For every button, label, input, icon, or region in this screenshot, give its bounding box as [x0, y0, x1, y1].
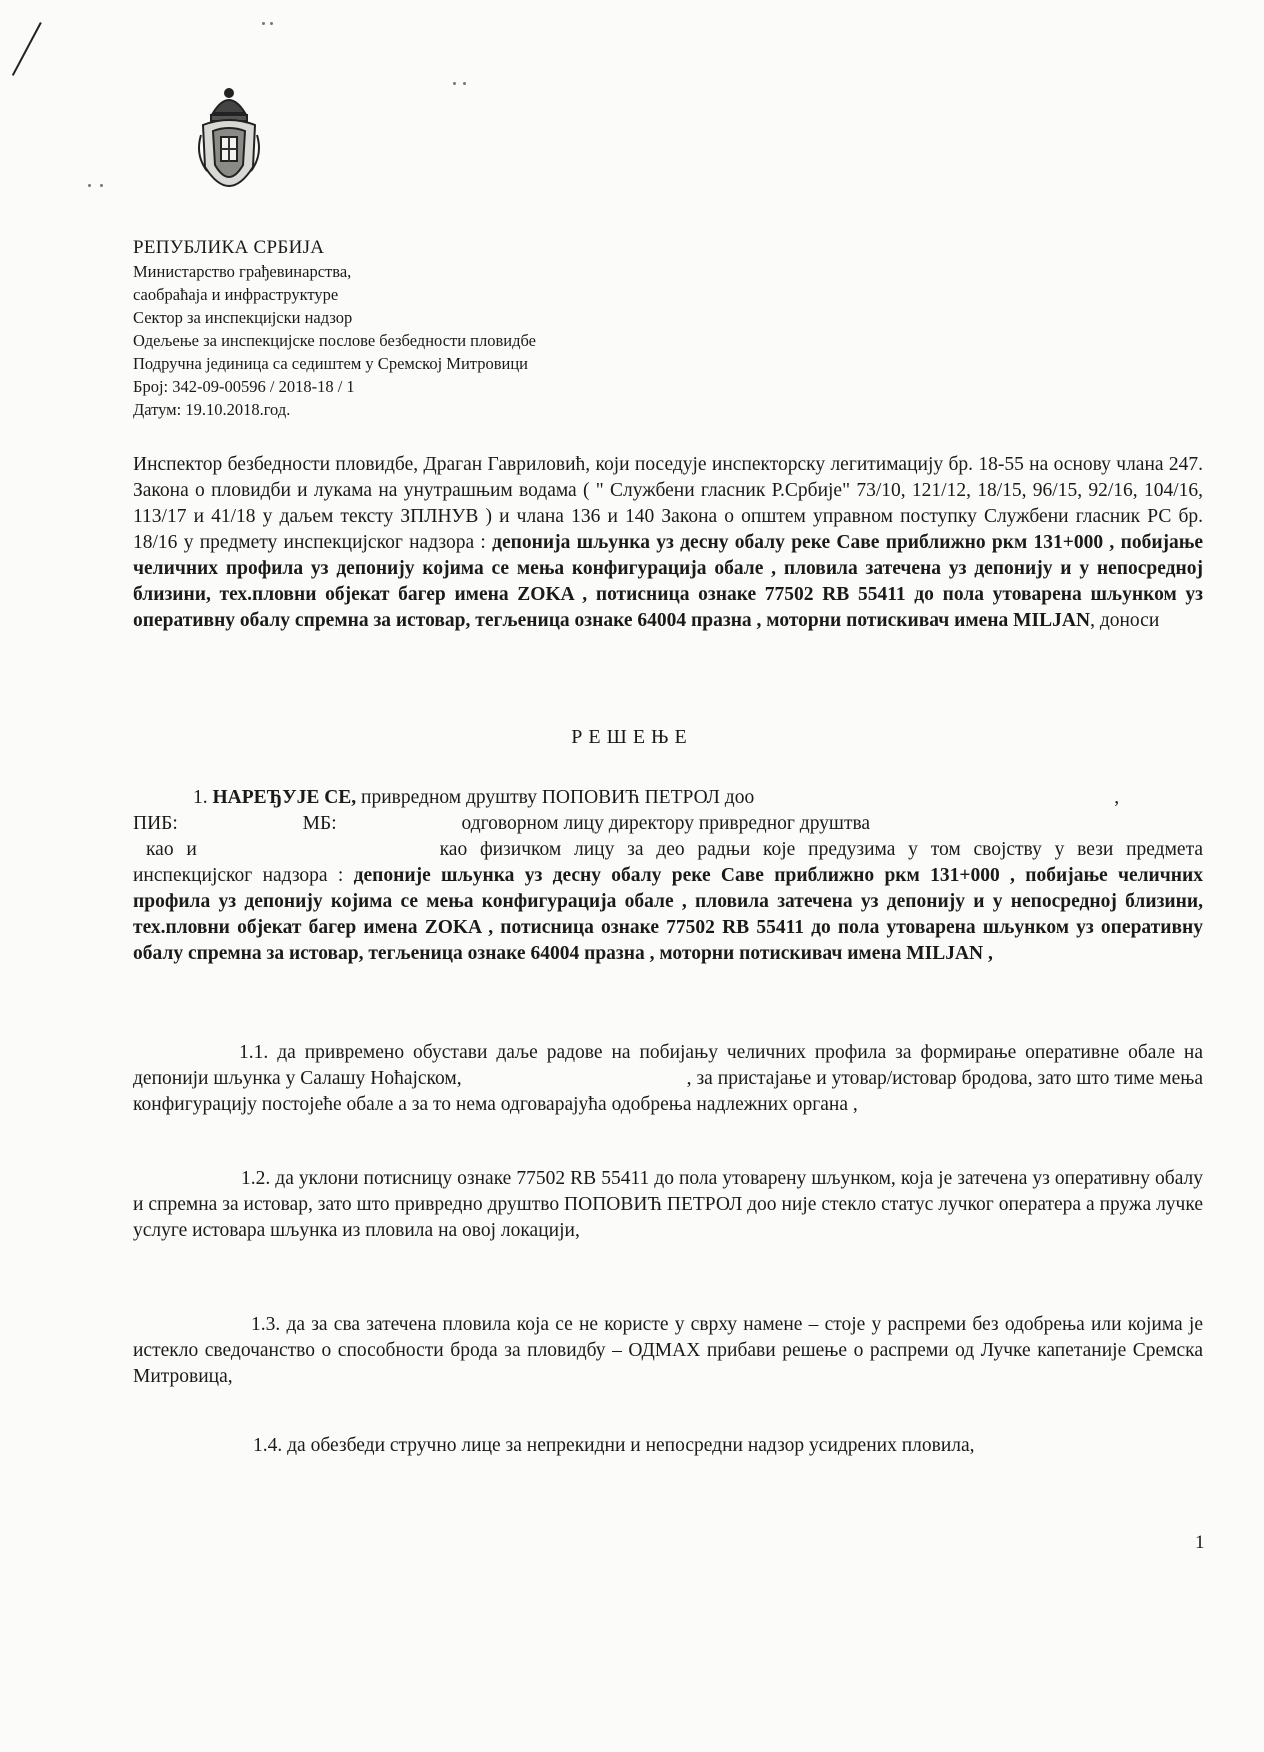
mb-label: МБ: [302, 813, 337, 834]
country-name: РЕПУБЛИКА СРБИЈА [133, 237, 325, 258]
ministry-line: саобраћаја и инфраструктуре [133, 285, 339, 304]
natural-person-text: као физичком лицу за део радњи које предузима у том својству у вези предмета инспекцијског надзора : [133, 839, 1203, 886]
item-number: 1. [193, 787, 208, 808]
sub-item-number: 1.2. [241, 1168, 271, 1189]
sub-item-1-3 [133, 1312, 1203, 1390]
letterhead [133, 236, 833, 421]
document-date: Датум: 19.10.2018.год. [133, 400, 291, 419]
sub-item-text: да за сва затечена пловила која се не користе у сврху намене – стоје у распреми без одобрења или којима је истекло сведочанство о способности брода за пловидбу – ОДМАХ прибави решење о распреми од Лучке капетаније Сремска Митровица, [133, 1314, 1203, 1387]
scan-speck [100, 184, 103, 187]
coat-of-arms-icon [193, 85, 265, 209]
scan-speck [453, 82, 456, 85]
sub-item-1-4 [133, 1433, 1203, 1459]
scan-speck [270, 22, 273, 25]
decision-title: РЕШЕЊЕ [571, 726, 693, 748]
page-number: 1 [1195, 1532, 1205, 1553]
comma: , [1114, 787, 1120, 808]
sub-item-1-1 [133, 1040, 1203, 1118]
pen-mark [12, 22, 42, 76]
sub-item-number: 1.3. [251, 1314, 281, 1335]
intro-tail: , доноси [1090, 610, 1160, 631]
intro-subject: депонија шљунка уз десну обалу реке Саве приближно ркм 131+000 , побијање челичних профила уз депонију којима се мења конфигурација обале , пловила затечена уз депонију и у непосредној близини, тех.пловни објекат багер имена ZOKA , потисница ознаке 77502 RB 55411 до пола утоварена шљунком уз оперативну обалу спремна за истовар, тегљеница ознаке 64004 празна , моторни потискивач имена MILJAN [133, 532, 1203, 631]
intro-text: Инспектор безбедности пловидбе, Драган Гавриловић, који поседује инспекторску легитимацију бр. 18-55 на основу члана 247. Закона о пловидби и лукама на унутрашњим водама ( " Службени гласник Р.Србије" 73/10, 121/12, 18/15, 96/15, 92/16, 104/16, 113/17 и 41/18 у даљем тексту ЗПЛНУВ ) и члана 136 и 140 Закона о општем управном поступку Службени гласник РС бр. 18/16 у предмету инспекцијског надзора : [133, 454, 1203, 553]
sub-item-text: да обезбеди стручно лице за непрекидни и непосредни надзор усидрених пловила, [287, 1435, 975, 1456]
sector-line: Сектор за инспекцијски надзор [133, 308, 353, 327]
and-as-text: као и [146, 839, 197, 860]
sub-item-text: да уклони потисницу ознаке 77502 RB 55411 до пола утоварену шљунком, која је затечена уз оперативну обалу и спремна за истовар, зато што привредно друштво ПОПОВИЋ ПЕТРОЛ доо није стекло статус лучког оператера а пружа лучке услуге истовара шљунка из пловила на овој локацији, [133, 1168, 1203, 1241]
sub-item-1-2 [133, 1166, 1203, 1244]
scan-speck [88, 184, 91, 187]
sub-item-number: 1.1. [239, 1042, 269, 1063]
order-subject: депоније шљунка уз десну обалу реке Саве приближно ркм 131+000 , побијање челичних профила уз депонију којима се мења конфигурација обале , пловила затечена уз депонију и у непосредној близини, тех.пловни објекат багер имена ZOKA , потисница ознаке 77502 RB 55411 до пола утоварена шљунком уз оперативну обалу спремна за истовар, тегљеница ознаке 64004 празна , моторни потискивач имена MILJAN , [133, 865, 1203, 964]
ministry-line: Министарство грађевинарства, [133, 262, 352, 281]
sub-item-text-cont: , за пристајање и утовар/истовар бродова, зато што тиме мења конфигурацију постојеће обале а за то нема одговарајућа одобрења надлежних органа , [133, 1068, 1203, 1115]
intro-paragraph [133, 452, 1203, 634]
order-item-1 [133, 785, 1203, 967]
scan-speck [262, 22, 265, 25]
unit-line: Подручна јединица са седиштем у Сремској Митровици [133, 354, 528, 373]
responsible-person-text: одговорном лицу директору привредног друштва [461, 813, 871, 834]
sub-item-number: 1.4. [253, 1435, 283, 1456]
scan-speck [463, 82, 466, 85]
pib-label: ПИБ: [133, 813, 178, 834]
reference-number: Број: 342-09-00596 / 2018-18 / 1 [133, 377, 355, 396]
order-recipient: привредном друштву ПОПОВИЋ ПЕТРОЛ доо [361, 787, 755, 808]
department-line: Одељење за инспекцијске послове безбедности пловидбе [133, 331, 537, 350]
sub-item-text: да привремено обустави даље радове на побијању челичних профила за формирање оперативне обале на депонији шљунка у Салашу Ноћајском, [133, 1042, 1203, 1089]
order-lead: НАРЕЂУЈЕ СЕ, [212, 787, 357, 808]
